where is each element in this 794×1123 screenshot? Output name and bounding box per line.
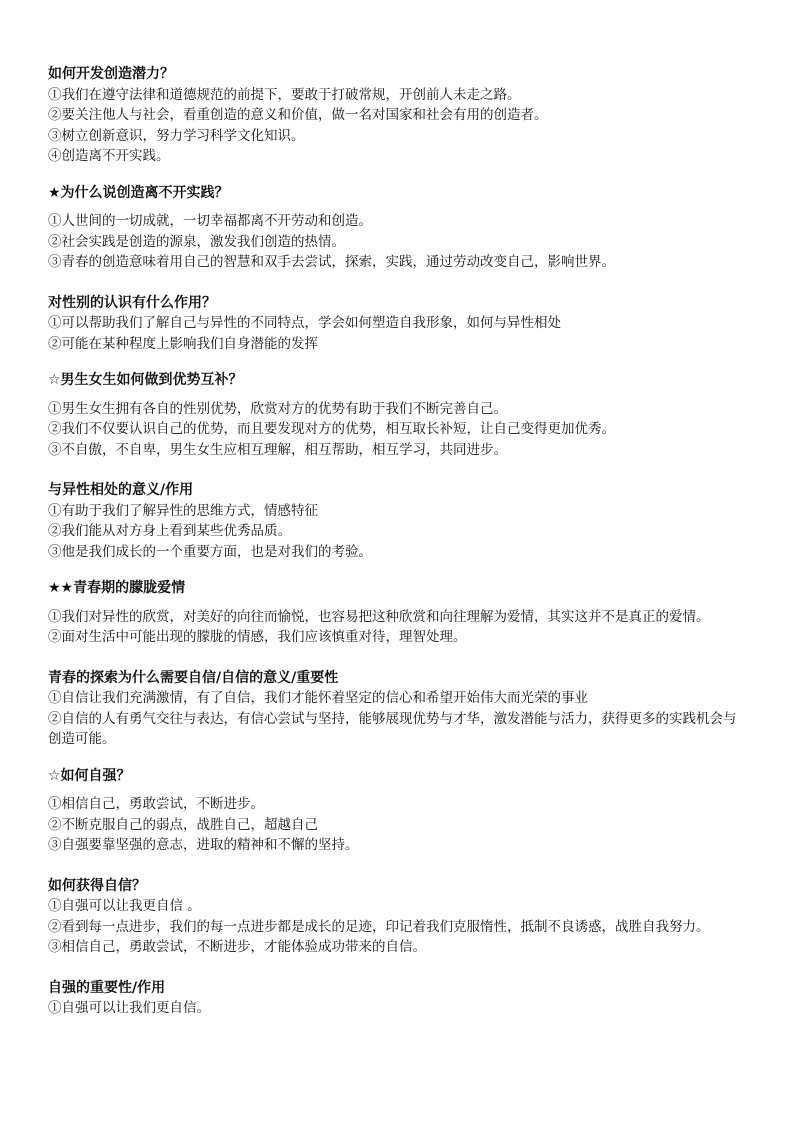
list-item: ①我们对异性的欣赏，对美好的向往而愉悦，也容易把这种欣赏和向往理解为爱情，其实这并不是真正的爱情。 xyxy=(48,608,710,625)
list-item: ③青春的创造意味着用自己的智慧和双手去尝试，探索，实践，通过劳动改变自己，影响世界。 xyxy=(48,254,615,270)
list-item: ①我们在遵守法律和道德规范的前提下，要敢于打破常规，开创前人未走之路。 xyxy=(48,86,521,103)
list-item: ②看到每一点进步，我们的每一点进步都是成长的足迹，印记着我们克服惰性，抵制不良诱惑，战胜自我努力。 xyxy=(48,918,710,935)
list-item: ①自信让我们充满激情，有了自信，我们才能怀着坚定的信心和希望开始伟大而光荣的事业 xyxy=(48,690,588,706)
list-item: ④创造离不开实践。 xyxy=(48,148,170,164)
section-gain-confidence xyxy=(48,876,748,958)
section-develop-creativity xyxy=(48,64,748,167)
list-item: ②我们不仅要认识自己的优势，而且要发现对方的优势，相互取长补短，让自己变得更加优秀。 xyxy=(48,421,615,437)
list-item: ③树立创新意识，努力学习科学文化知识。 xyxy=(48,127,305,144)
list-item: ③不自傲，不自卑，男生女生应相互理解，相互帮助，相互学习，共同进步。 xyxy=(48,441,507,458)
section-complementary-strengths xyxy=(48,370,748,460)
list-item: ②不断克服自己的弱点，战胜自己，超越自己 xyxy=(48,816,318,833)
list-item: ①有助于我们了解异性的思维方式，情感特征 xyxy=(48,502,318,519)
list-item: ①相信自己，勇敢尝试，不断进步。 xyxy=(48,796,264,812)
section-heading: 与异性相处的意义/作用 xyxy=(48,482,194,498)
list-item: ②面对生活中可能出现的朦胧的情感，我们应该慎重对待，理智处理。 xyxy=(48,629,467,645)
section-confidence-importance xyxy=(48,668,748,750)
section-gender-awareness xyxy=(48,293,748,355)
section-heading: 青春的探索为什么需要自信/自信的意义/重要性 xyxy=(48,669,339,686)
list-item: ③他是我们成长的一个重要方面，也是对我们的考验。 xyxy=(48,543,372,560)
list-item: ①自强可以让我更自信 。 xyxy=(48,898,201,914)
section-heading: ☆如何自强？ xyxy=(48,767,131,784)
list-item: ①男生女生拥有各自的性别优势，欣赏对方的优势有助于我们不断完善自己。 xyxy=(48,400,507,417)
section-opposite-sex-relations xyxy=(48,480,748,562)
list-item: ③自强要靠坚强的意志，进取的精神和不懈的坚持。 xyxy=(48,837,359,853)
section-adolescent-love xyxy=(48,578,748,648)
section-heading: 对性别的认识有什么作用？ xyxy=(48,294,216,311)
list-item: ②社会实践是创造的源泉，激发我们创造的热情。 xyxy=(48,233,345,250)
list-item: ②要关注他人与社会，看重创造的意义和价值，做一名对国家和社会有用的创造者。 xyxy=(48,107,548,123)
list-item: ②我们能从对方身上看到某些优秀品质。 xyxy=(48,523,291,539)
list-item: ②可能在某种程度上影响我们自身潜能的发挥 xyxy=(48,335,318,352)
section-heading: 如何获得自信？ xyxy=(48,877,146,894)
document-page xyxy=(48,64,748,1019)
list-item: ②自信的人有勇气交往与表达，有信心尝试与坚持，能够展现优势与才华，激发潜能与活力，获得更多的实践机会与创造可能。 xyxy=(48,710,737,747)
section-heading: ★为什么说创造离不开实践？ xyxy=(48,184,229,201)
section-creation-practice xyxy=(48,183,748,273)
section-self-strength-importance xyxy=(48,978,748,1019)
section-heading: ☆男生女生如何做到优势互补？ xyxy=(48,372,243,388)
section-heading: 如何开发创造潜力？ xyxy=(48,66,174,82)
list-item: ①人世间的一切成就，一切幸福都离不开劳动和创造。 xyxy=(48,213,372,229)
section-heading: 自强的重要性/作用 xyxy=(48,979,166,996)
list-item: ①可以帮助我们了解自己与异性的不同特点，学会如何塑造自我形象，如何与异性相处 xyxy=(48,315,561,331)
list-item: ①自强可以让我们更自信。 xyxy=(48,1000,210,1016)
section-self-improvement xyxy=(48,766,748,856)
section-heading: ★★青春期的朦胧爱情 xyxy=(48,580,186,596)
list-item: ③相信自己，勇敢尝试，不断进步，才能体验成功带来的自信。 xyxy=(48,939,426,955)
